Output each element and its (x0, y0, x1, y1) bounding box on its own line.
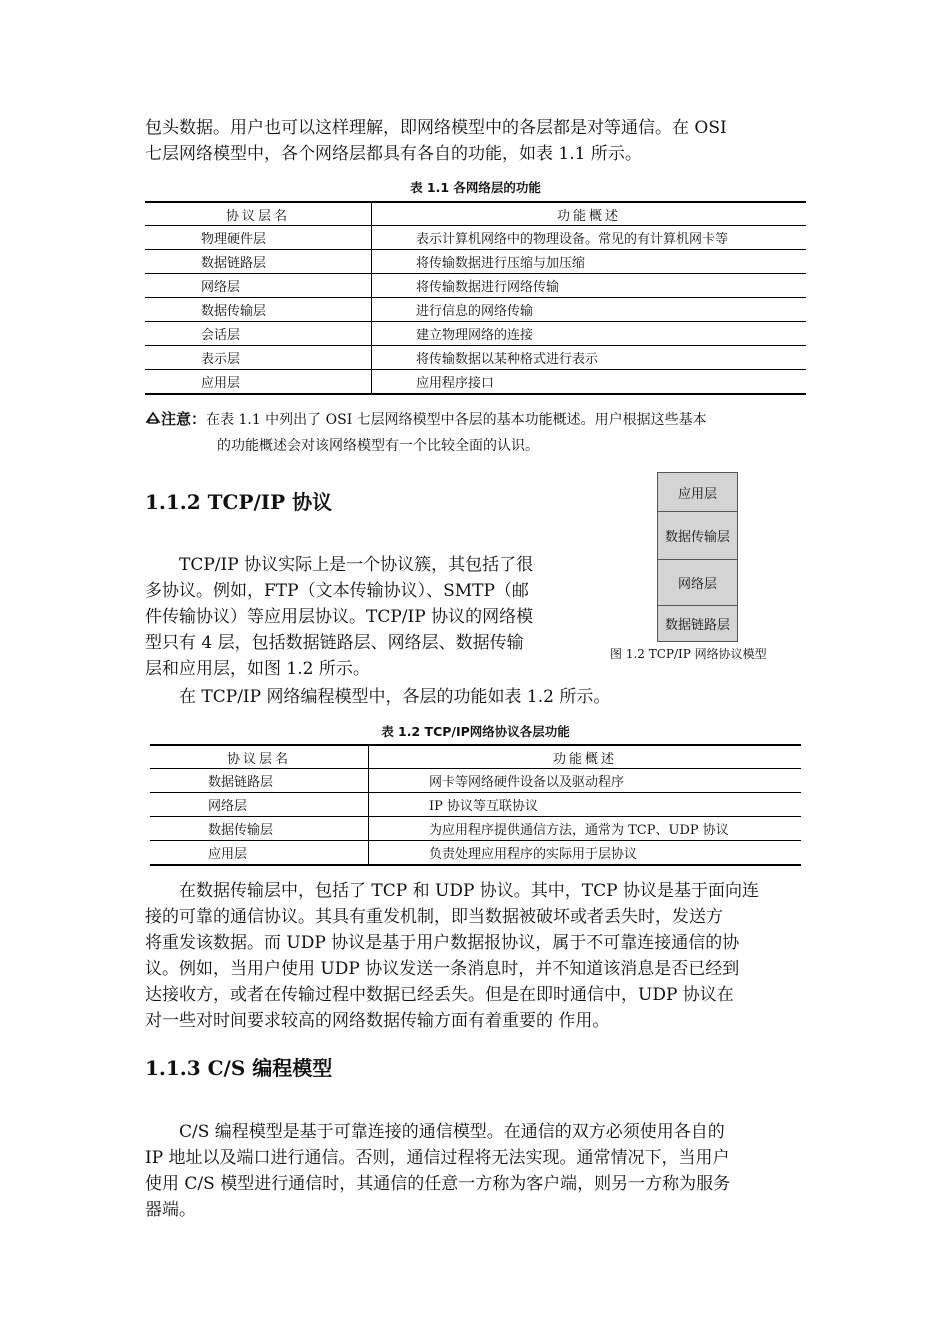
tcpip-line-1: TCP/IP 协议实际上是一个协议簇，其包括了很 (179, 555, 534, 575)
table-tcpip-layer-functions (150, 744, 801, 866)
table-cell: 负责处理应用程序的实际用于层协议 (369, 841, 802, 866)
table-cell: 表示计算机网络中的物理设备。常见的有计算机网卡等 (372, 226, 807, 250)
table2-caption: 表 1.2 TCP/IP网络协议各层功能 (381, 724, 570, 739)
tcpip-para2-line: 在 TCP/IP 网络编程模型中，各层的功能如表 1.2 所示。 (179, 687, 611, 707)
table-row (145, 226, 806, 250)
table-cell: 将传输数据进行网络传输 (372, 274, 807, 298)
table-header-row (150, 745, 801, 769)
table-row (150, 841, 801, 866)
tcpip-line-2: 多协议。例如，FTP（文本传输协议）、SMTP（邮 (145, 581, 529, 601)
section-heading-tcpip: 1.1.2 TCP/IP 协议 (145, 490, 333, 514)
table-cell: 数据传输层 (145, 298, 372, 322)
table-network-layer-functions (145, 201, 806, 395)
table-cell: 数据链路层 (150, 769, 369, 793)
transport-line-3: 将重发该数据。而 UDP 协议是基于用户数据报协议，属于不可靠连接通信的协 (145, 933, 740, 953)
transport-line-4: 议。例如，当用户使用 UDP 协议发送一条消息时，并不知道该消息是否已经到 (145, 959, 740, 979)
note-head (145, 412, 707, 428)
table-row (145, 274, 806, 298)
table-cell: 将传输数据以某种格式进行表示 (372, 346, 807, 370)
transport-line-1: 在数据传输层中，包括了 TCP 和 UDP 协议。其中，TCP 协议是基于面向连 (179, 881, 759, 901)
table-cell: 会话层 (145, 322, 372, 346)
table-cell: 网络层 (145, 274, 372, 298)
table-row (145, 346, 806, 370)
table-row (145, 322, 806, 346)
table-row (150, 769, 801, 793)
transport-paragraph (145, 878, 807, 1034)
intro-line-1: 包头数据。用户也可以这样理解，即网络模型中的各层都是对等通信。在 OSI (145, 118, 727, 138)
table-cell: IP 协议等互联协议 (369, 793, 802, 817)
note-icon (145, 411, 161, 425)
table-cell: 网卡等网络硬件设备以及驱动程序 (369, 769, 802, 793)
table-cell: 建立物理网络的连接 (372, 322, 807, 346)
table-cell: 数据传输层 (150, 817, 369, 841)
table-cell: 网络层 (150, 793, 369, 817)
table-header-layer-name: 协议层名 (150, 745, 369, 769)
intro-paragraph (145, 115, 807, 167)
table-header-row (145, 202, 806, 226)
tcpip-line-4: 型只有 4 层，包括数据链路层、网络层、数据传输 (145, 633, 524, 653)
tcpip-layer-diagram (657, 472, 738, 642)
tcpip-line-3: 件传输协议）等应用层协议。TCP/IP 协议的网络模 (145, 607, 534, 627)
section-heading-cs: 1.1.3 C/S 编程模型 (145, 1056, 333, 1080)
note-line-2: 的功能概述会对该网络模型有一个比较全面的认识。 (217, 438, 539, 454)
table-row (150, 817, 801, 841)
transport-line-2: 接的可靠的通信协议。其具有重发机制，即当数据被破坏或者丢失时，发送方 (145, 907, 723, 927)
layer-transport: 数据传输层 (657, 512, 738, 560)
tcpip-paragraph-2 (145, 684, 807, 710)
table-cell: 应用层 (201, 376, 241, 391)
table-row (145, 250, 806, 274)
table-cell: 将传输数据进行压缩与加压缩 (372, 250, 807, 274)
note-block (145, 406, 815, 459)
table-cell: 为应用程序提供通信方法，通常为 TCP、UDP 协议 (369, 817, 802, 841)
cs-line-2: IP 地址以及端口进行通信。否则，通信过程将无法实现。通常情况下，当用户 (145, 1148, 730, 1168)
table-cell: 应用层 (208, 847, 248, 862)
table-cell: 数据链路层 (145, 250, 372, 274)
tcpip-line-5: 层和应用层，如图 1.2 所示。 (145, 659, 370, 679)
table-header-layer-name: 协议层名 (145, 202, 372, 226)
layer-network: 网络层 (657, 560, 738, 606)
table-row (145, 370, 806, 395)
table-row (150, 793, 801, 817)
intro-line-2: 七层网络模型中，各个网络层都具有各自的功能，如表 1.1 所示。 (145, 144, 642, 164)
table-cell: 进行信息的网络传输 (372, 298, 807, 322)
table-header-function: 功能概述 (372, 202, 807, 226)
tcpip-paragraph (145, 552, 575, 682)
table1-caption: 表 1.1 各网络层的功能 (410, 180, 541, 195)
transport-line-6: 对一些对时间要求较高的网络数据传输方面有着重要的 作用。 (145, 1011, 610, 1031)
table-cell: 物理硬件层 (145, 226, 372, 250)
note-label: 注意： (161, 410, 207, 428)
table-cell: 表示层 (145, 346, 372, 370)
cs-line-3: 使用 C/S 模型进行通信时，其通信的任意一方称为客户端，则另一方称为服务 (145, 1174, 731, 1194)
table-row (145, 298, 806, 322)
table-header-function: 功能概述 (369, 745, 802, 769)
table-cell: 应用程序接口 (372, 370, 807, 395)
layer-datalink: 数据链路层 (657, 606, 738, 642)
layer-application: 应用层 (657, 472, 738, 512)
cs-paragraph (145, 1119, 807, 1223)
note-line-1: 在表 1.1 中列出了 OSI 七层网络模型中各层的基本功能概述。用户根据这些基本 (206, 412, 707, 428)
figure-caption: 图 1.2 TCP/IP 网络协议模型 (610, 647, 767, 661)
cs-line-4: 器端。 (145, 1200, 196, 1220)
transport-line-5: 达接收方，或者在传输过程中数据已经丢失。但是在即时通信中，UDP 协议在 (145, 985, 734, 1005)
cs-line-1: C/S 编程模型是基于可靠连接的通信模型。在通信的双方必须使用各自的 (179, 1122, 725, 1142)
